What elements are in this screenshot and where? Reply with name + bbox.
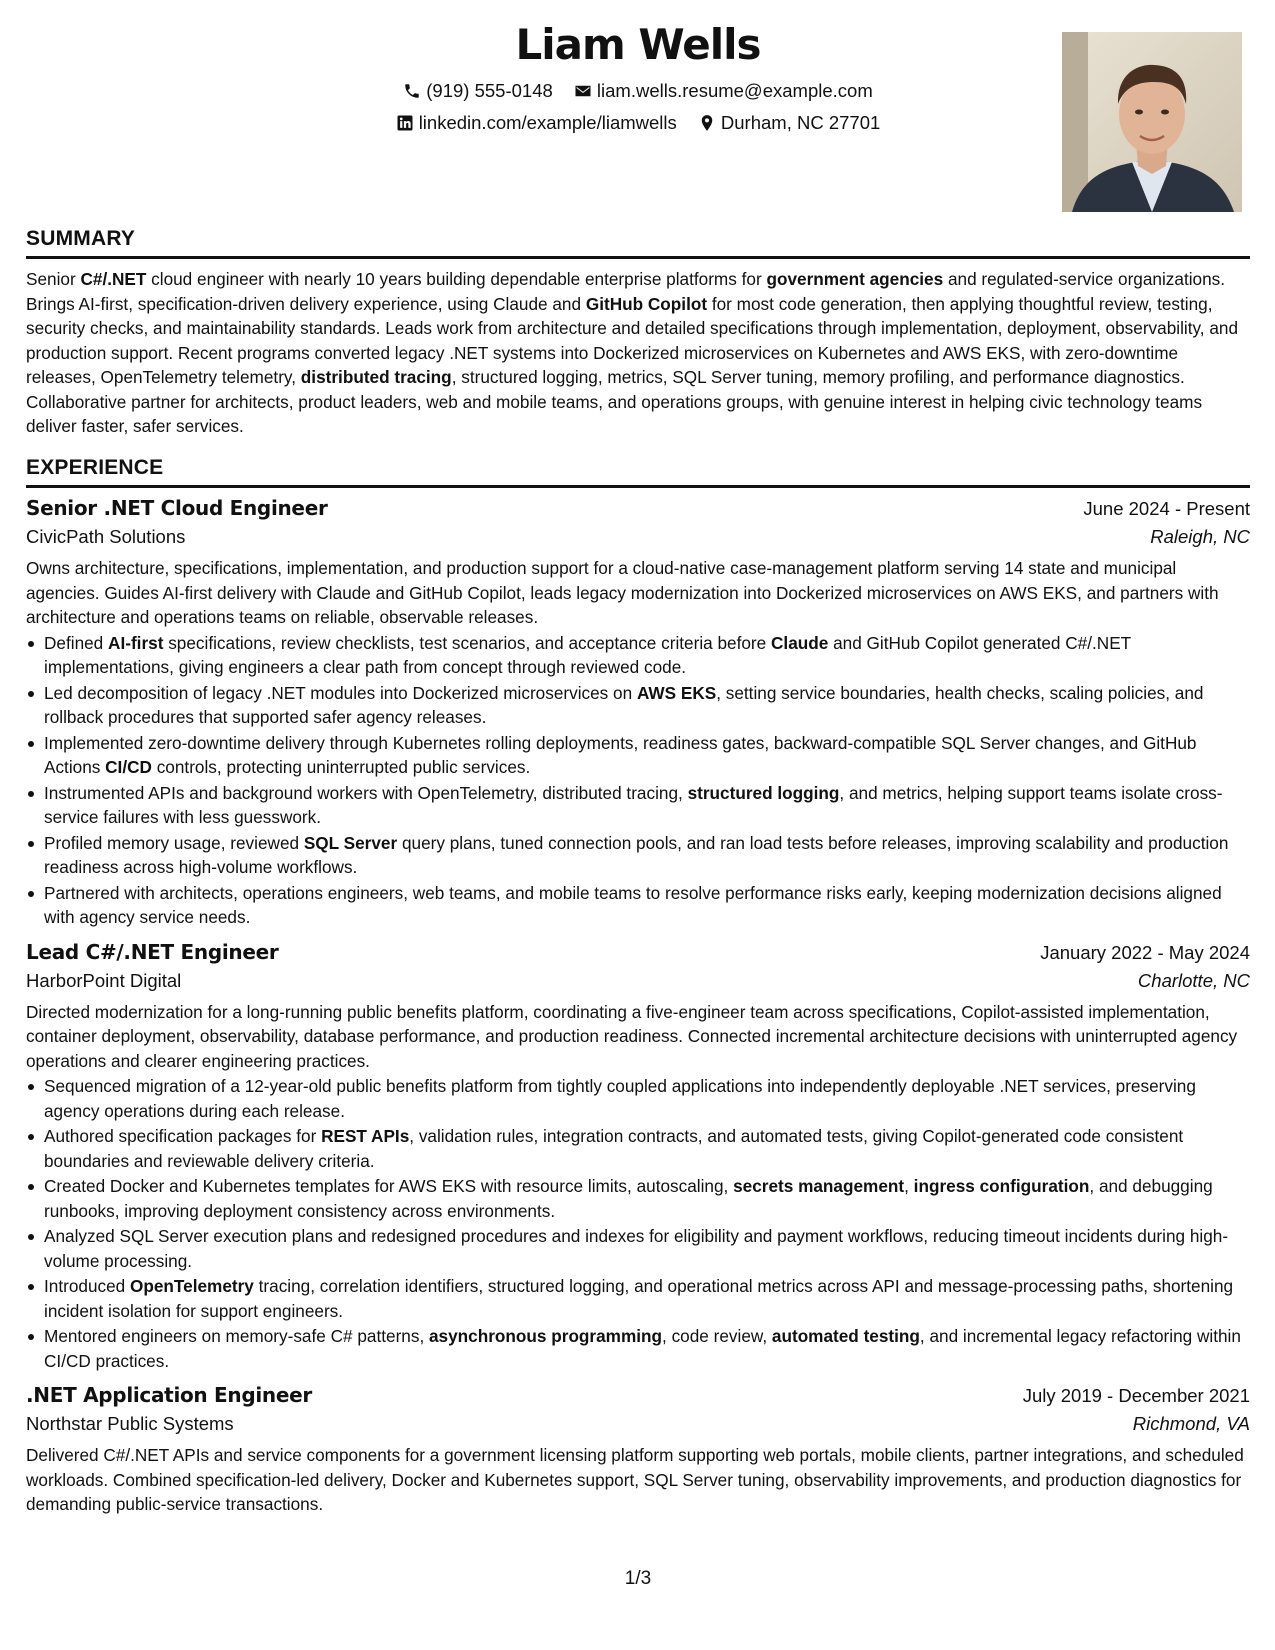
bullet-item: Implemented zero-downtime delivery through Kubernetes rolling deployments, readiness gates, backward-compatible SQL Server changes, and GitHub Actions CI/CD controls, protecting uninterrupted public services. <box>26 731 1250 780</box>
bullet-item: Introduced OpenTelemetry tracing, correlation identifiers, structured logging, and operational metrics across API and message-processing paths, shortening incident isolation for support engineers. <box>26 1274 1250 1323</box>
bullet-item: Instrumented APIs and background workers with OpenTelemetry, distributed tracing, structured logging, and metrics, helping support teams isolate cross-service failures with less guesswork. <box>26 781 1250 830</box>
job-location: Raleigh, NC <box>1150 526 1250 547</box>
experience-section <box>26 456 1250 1527</box>
email-address: liam.wells.resume@example.com <box>596 80 873 101</box>
phone-icon <box>403 82 421 100</box>
envelope-icon <box>574 82 592 100</box>
location-text: Durham, NC 27701 <box>720 112 881 133</box>
candidate-name: Liam Wells <box>515 20 761 69</box>
bullet-item: Authored specification packages for REST APIs, validation rules, integration contracts, and automated tests, giving Copilot-generated code consistent boundaries and reviewable delivery criteria. <box>26 1124 1250 1173</box>
phone-contact[interactable] <box>403 80 553 102</box>
resume-header <box>26 0 1250 212</box>
experience-heading: EXPERIENCE <box>26 456 1250 488</box>
linkedin-contact[interactable] <box>396 112 677 134</box>
job-entry <box>26 1383 1250 1517</box>
page-number: 1/3 <box>624 1568 652 1589</box>
job-title: Senior .NET Cloud Engineer <box>26 496 328 520</box>
job-entry <box>26 496 1250 930</box>
bullet-item: Profiled memory usage, reviewed SQL Server query plans, tuned connection pools, and ran load tests before releases, improving scalability and production readiness across high-volume workflows. <box>26 831 1250 880</box>
company-name: HarborPoint Digital <box>26 969 182 991</box>
location-contact <box>698 112 880 134</box>
job-dates: January 2022 - May 2024 <box>1040 941 1250 963</box>
map-pin-icon <box>698 114 716 132</box>
bullet-item: Sequenced migration of a 12-year-old public benefits platform from tightly coupled applications into independently deployable .NET services, preserving agency operations during each release. <box>26 1074 1250 1123</box>
company-name: CivicPath Solutions <box>26 526 186 547</box>
job-bullets <box>26 631 1250 930</box>
job-dates: June 2024 - Present <box>1083 498 1250 519</box>
job-location: Richmond, VA <box>1132 1413 1250 1434</box>
bullet-item: Led decomposition of legacy .NET modules into Dockerized microservices on AWS EKS, setting service boundaries, health checks, scaling policies, and rollback procedures that supported safer agency releases. <box>26 681 1250 730</box>
email-contact[interactable] <box>574 80 873 102</box>
bullet-item: Partnered with architects, operations engineers, web teams, and mobile teams to resolve performance risks early, keeping modernization decisions aligned with agency service needs. <box>26 881 1250 930</box>
job-location: Charlotte, NC <box>1137 969 1250 991</box>
summary-text: Senior C#/.NET cloud engineer with nearly 10 years building dependable enterprise platforms for government agencies and regulated-service organizations. Brings AI-first, specification-driven delivery experience, using Claude and GitHub Copilot for most code generation, then applying thoughtful review, testing, security checks, and maintainability standards. Leads work from architecture and detailed specifications through implementation, deployment, observability, and production support. Recent programs converted legacy .NET systems into Dockerized microservices on Kubernetes and AWS EKS, with zero-downtime releases, OpenTelemetry telemetry, distributed tracing, structured logging, metrics, SQL Server tuning, memory profiling, and performance diagnostics. Collaborative partner for architects, product leaders, web and mobile teams, and operations groups, with genuine interest in helping civic technology teams deliver faster, safer services. <box>26 269 1239 436</box>
summary-heading: SUMMARY <box>26 227 1250 259</box>
bullet-item: Analyzed SQL Server execution plans and redesigned procedures and indexes for eligibility and payment workflows, reducing timeout incidents during high-volume processing. <box>26 1224 1250 1273</box>
job-dates: July 2019 - December 2021 <box>1022 1385 1250 1406</box>
job-description: Delivered C#/.NET APIs and service components for a government licensing platform supporting web portals, mobile clients, partner integrations, and scheduled workloads. Combined specification-led delivery, Docker and Kubernetes support, SQL Server tuning, observability improvements, and production diagnostics for demanding public-service transactions. <box>26 1445 1244 1514</box>
resume-page <box>26 0 1250 1650</box>
bullet-item: Defined AI-first specifications, review checklists, test scenarios, and acceptance criteria before Claude and GitHub Copilot generated C#/.NET implementations, giving engineers a clear path from concept through reviewed code. <box>26 631 1250 680</box>
job-title: Lead C#/.NET Engineer <box>26 939 279 964</box>
linkedin-icon <box>396 114 414 132</box>
bullet-item: Created Docker and Kubernetes templates for AWS EKS with resource limits, autoscaling, secrets management, ingress configuration, and debugging runbooks, improving deployment consistency across environments. <box>26 1174 1250 1223</box>
profile-photo <box>1062 32 1242 212</box>
job-bullets <box>26 1074 1250 1373</box>
bullet-item: Mentored engineers on memory-safe C# patterns, asynchronous programming, code review, automated testing, and incremental legacy refactoring within CI/CD practices. <box>26 1324 1250 1373</box>
job-description: Owns architecture, specifications, implementation, and production support for a cloud-native case-management platform serving 14 state and municipal agencies. Guides AI-first delivery with Claude and GitHub Copilot, leads legacy modernization into Dockerized microservices on AWS EKS, and partners with architecture and operations teams on reliable, observable releases. <box>26 558 1219 627</box>
summary-section <box>26 227 1250 439</box>
phone-number: (919) 555-0148 <box>426 80 553 101</box>
job-description: Directed modernization for a long-running public benefits platform, coordinating a five-engineer team across specifications, Copilot-assisted implementation, container deployment, observability, database performance, and production readiness. Connected incremental architecture decisions with uninterrupted agency operations and clearer engineering practices. <box>26 1001 1238 1071</box>
linkedin-url: linkedin.com/example/liamwells <box>418 112 677 133</box>
job-title: .NET Application Engineer <box>26 1383 312 1407</box>
job-entry <box>26 940 1250 1374</box>
company-name: Northstar Public Systems <box>26 1413 234 1434</box>
